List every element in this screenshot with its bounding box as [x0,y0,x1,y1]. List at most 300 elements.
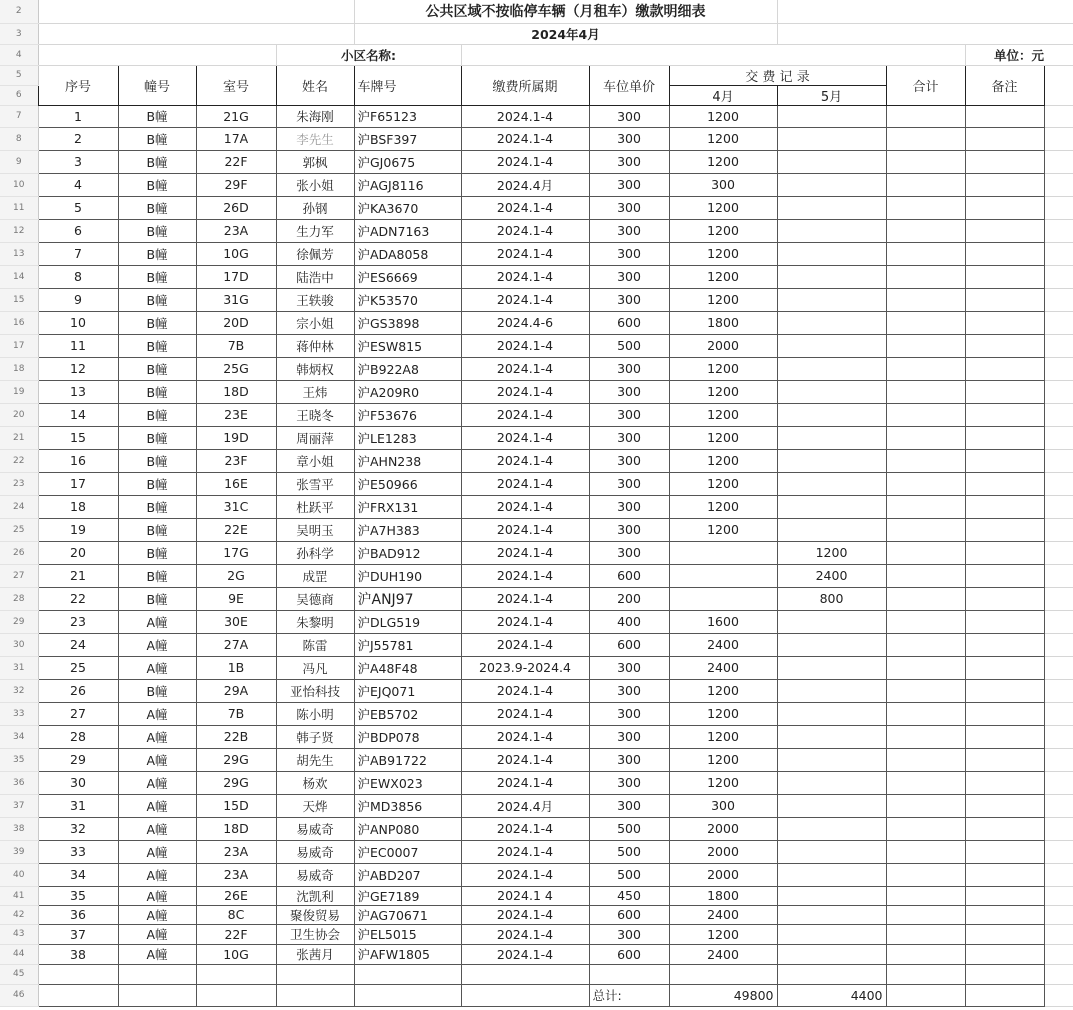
cell-april[interactable] [669,587,777,610]
cell-remark[interactable] [965,840,1044,863]
cell-april[interactable]: 2400 [669,656,777,679]
cell-unit-price[interactable]: 300 [589,380,669,403]
cell-may[interactable] [777,633,886,656]
cell-room[interactable]: 23E [196,403,276,426]
cell-period[interactable]: 2024.1-4 [461,105,589,127]
cell-april[interactable]: 1200 [669,472,777,495]
empty-cell[interactable] [669,964,777,984]
cell-april[interactable] [669,541,777,564]
cell-period[interactable]: 2024.1-4 [461,817,589,840]
cell-may[interactable] [777,334,886,357]
cell-may[interactable] [777,357,886,380]
cell-period[interactable]: 2024.4月 [461,794,589,817]
cell-plate[interactable]: 沪AG70671 [354,905,461,924]
cell-remark[interactable] [965,357,1044,380]
cell-may[interactable] [777,840,886,863]
cell-seq[interactable]: 18 [38,495,118,518]
cell-remark[interactable] [965,587,1044,610]
cell-room[interactable]: 23A [196,863,276,886]
cell-may[interactable]: 800 [777,587,886,610]
cell-remark[interactable] [965,380,1044,403]
cell-total[interactable] [886,863,965,886]
cell-period[interactable]: 2024.4月 [461,173,589,196]
cell-plate[interactable]: 沪EB5702 [354,702,461,725]
cell-may[interactable] [777,173,886,196]
cell-plate[interactable]: 沪ABD207 [354,863,461,886]
empty-cell[interactable] [1044,265,1073,288]
cell-total[interactable] [886,702,965,725]
cell-april[interactable]: 2000 [669,863,777,886]
empty-cell[interactable] [276,984,354,1006]
empty-cell[interactable] [1044,219,1073,242]
cell-april[interactable]: 1200 [669,196,777,219]
empty-cell[interactable] [1044,311,1073,334]
empty-cell[interactable] [1044,840,1073,863]
cell-april[interactable] [669,564,777,587]
cell-plate[interactable]: 沪LE1283 [354,426,461,449]
cell-unit-price[interactable]: 600 [589,311,669,334]
cell-room[interactable]: 25G [196,357,276,380]
empty-cell[interactable] [38,0,354,23]
cell-period[interactable]: 2024.1-4 [461,449,589,472]
empty-cell[interactable] [1044,105,1073,127]
cell-room[interactable]: 7B [196,702,276,725]
cell-period[interactable]: 2024.1-4 [461,150,589,173]
cell-seq[interactable]: 5 [38,196,118,219]
cell-building[interactable]: A幢 [118,633,196,656]
cell-may[interactable] [777,127,886,150]
cell-period[interactable]: 2024.1-4 [461,863,589,886]
cell-room[interactable]: 7B [196,334,276,357]
cell-building[interactable]: B幢 [118,518,196,541]
empty-cell[interactable] [1044,944,1073,964]
empty-cell[interactable] [1044,196,1073,219]
cell-seq[interactable]: 25 [38,656,118,679]
empty-cell[interactable] [1044,564,1073,587]
cell-total[interactable] [886,587,965,610]
cell-may[interactable] [777,495,886,518]
cell-total[interactable] [886,840,965,863]
cell-room[interactable]: 19D [196,426,276,449]
cell-room[interactable]: 2G [196,564,276,587]
cell-unit-price[interactable]: 300 [589,403,669,426]
cell-remark[interactable] [965,610,1044,633]
empty-cell[interactable] [1044,748,1073,771]
empty-cell[interactable] [1044,964,1073,984]
cell-building[interactable]: B幢 [118,150,196,173]
cell-plate[interactable]: 沪AB91722 [354,748,461,771]
empty-cell[interactable] [1044,541,1073,564]
cell-april[interactable]: 1200 [669,924,777,944]
cell-seq[interactable]: 35 [38,886,118,905]
empty-cell[interactable] [38,23,354,44]
cell-name[interactable]: 易威奇 [276,817,354,840]
cell-building[interactable]: A幢 [118,905,196,924]
cell-building[interactable]: B幢 [118,288,196,311]
cell-seq[interactable]: 15 [38,426,118,449]
empty-cell[interactable] [118,964,196,984]
cell-room[interactable]: 21G [196,105,276,127]
cell-remark[interactable] [965,242,1044,265]
cell-may[interactable] [777,403,886,426]
empty-cell[interactable] [196,984,276,1006]
cell-unit-price[interactable]: 300 [589,771,669,794]
cell-may[interactable] [777,944,886,964]
cell-name[interactable]: 孙科学 [276,541,354,564]
cell-remark[interactable] [965,403,1044,426]
cell-total[interactable] [886,196,965,219]
cell-name[interactable]: 张雪平 [276,472,354,495]
cell-may[interactable] [777,610,886,633]
cell-unit-price[interactable]: 300 [589,748,669,771]
cell-april[interactable]: 1200 [669,495,777,518]
cell-name[interactable]: 郭枫 [276,150,354,173]
cell-period[interactable]: 2024.1-4 [461,426,589,449]
cell-period[interactable]: 2024.1-4 [461,924,589,944]
cell-total[interactable] [886,748,965,771]
cell-unit-price[interactable]: 300 [589,357,669,380]
cell-may[interactable] [777,311,886,334]
cell-name[interactable]: 朱海刚 [276,105,354,127]
cell-may[interactable] [777,886,886,905]
cell-room[interactable]: 15D [196,794,276,817]
cell-period[interactable]: 2024.1-4 [461,564,589,587]
cell-period[interactable]: 2024.1-4 [461,265,589,288]
cell-remark[interactable] [965,334,1044,357]
cell-plate[interactable]: 沪ANP080 [354,817,461,840]
cell-plate[interactable]: 沪F53676 [354,403,461,426]
cell-building[interactable]: B幢 [118,105,196,127]
cell-period[interactable]: 2024.1-4 [461,679,589,702]
cell-seq[interactable]: 19 [38,518,118,541]
cell-building[interactable]: B幢 [118,426,196,449]
cell-building[interactable]: B幢 [118,242,196,265]
cell-name[interactable]: 易威奇 [276,840,354,863]
cell-plate[interactable]: 沪ES6669 [354,265,461,288]
cell-total[interactable] [886,150,965,173]
cell-name[interactable]: 生力军 [276,219,354,242]
cell-plate[interactable]: 沪BDP078 [354,725,461,748]
cell-remark[interactable] [965,944,1044,964]
cell-room[interactable]: 22F [196,150,276,173]
cell-april[interactable]: 1200 [669,380,777,403]
empty-cell[interactable] [118,984,196,1006]
cell-april[interactable]: 1200 [669,403,777,426]
cell-april[interactable]: 2000 [669,334,777,357]
cell-seq[interactable]: 9 [38,288,118,311]
cell-remark[interactable] [965,656,1044,679]
cell-building[interactable]: A幢 [118,702,196,725]
cell-period[interactable]: 2024.1-4 [461,633,589,656]
cell-name[interactable]: 韩子贤 [276,725,354,748]
cell-unit-price[interactable]: 500 [589,334,669,357]
cell-total[interactable] [886,242,965,265]
cell-name[interactable]: 吴德商 [276,587,354,610]
cell-building[interactable]: B幢 [118,196,196,219]
cell-plate[interactable]: 沪ADA8058 [354,242,461,265]
cell-may[interactable] [777,702,886,725]
cell-name[interactable]: 王晓冬 [276,403,354,426]
cell-total[interactable] [886,288,965,311]
cell-name[interactable]: 卫生协会 [276,924,354,944]
cell-room[interactable]: 18D [196,817,276,840]
empty-cell[interactable] [1044,817,1073,840]
cell-period[interactable]: 2024.1-4 [461,242,589,265]
cell-plate[interactable]: 沪BAD912 [354,541,461,564]
cell-seq[interactable]: 1 [38,105,118,127]
cell-building[interactable]: A幢 [118,771,196,794]
empty-cell[interactable] [1044,288,1073,311]
cell-total[interactable] [886,656,965,679]
empty-cell[interactable] [1044,380,1073,403]
cell-room[interactable]: 22F [196,924,276,944]
cell-unit-price[interactable]: 600 [589,944,669,964]
empty-cell[interactable] [589,964,669,984]
cell-remark[interactable] [965,817,1044,840]
cell-name[interactable]: 李先生 [276,127,354,150]
cell-period[interactable]: 2024.1-4 [461,610,589,633]
cell-april[interactable]: 1800 [669,311,777,334]
empty-cell[interactable] [1044,449,1073,472]
cell-period[interactable]: 2024.1-4 [461,288,589,311]
cell-building[interactable]: B幢 [118,334,196,357]
cell-building[interactable]: B幢 [118,173,196,196]
cell-period[interactable]: 2024.1-4 [461,840,589,863]
cell-april[interactable]: 300 [669,794,777,817]
cell-remark[interactable] [965,771,1044,794]
cell-remark[interactable] [965,472,1044,495]
cell-remark[interactable] [965,150,1044,173]
empty-cell[interactable] [1044,725,1073,748]
cell-remark[interactable] [965,924,1044,944]
cell-seq[interactable]: 36 [38,905,118,924]
cell-building[interactable]: A幢 [118,794,196,817]
empty-cell[interactable] [1044,905,1073,924]
cell-total[interactable] [886,357,965,380]
cell-april[interactable]: 1200 [669,242,777,265]
cell-seq[interactable]: 24 [38,633,118,656]
cell-building[interactable]: A幢 [118,840,196,863]
cell-may[interactable]: 1200 [777,541,886,564]
cell-seq[interactable]: 11 [38,334,118,357]
cell-unit-price[interactable]: 300 [589,541,669,564]
cell-name[interactable]: 朱黎明 [276,610,354,633]
cell-may[interactable] [777,196,886,219]
cell-seq[interactable]: 27 [38,702,118,725]
cell-unit-price[interactable]: 500 [589,840,669,863]
cell-building[interactable]: B幢 [118,679,196,702]
cell-plate[interactable]: 沪FRX131 [354,495,461,518]
cell-room[interactable]: 1B [196,656,276,679]
cell-seq[interactable]: 3 [38,150,118,173]
cell-total[interactable] [886,265,965,288]
cell-building[interactable]: A幢 [118,944,196,964]
cell-unit-price[interactable]: 300 [589,794,669,817]
cell-may[interactable] [777,679,886,702]
cell-name[interactable]: 陈雷 [276,633,354,656]
cell-unit-price[interactable]: 600 [589,905,669,924]
cell-period[interactable]: 2024.1-4 [461,725,589,748]
empty-cell[interactable] [777,0,1073,23]
cell-name[interactable]: 宗小姐 [276,311,354,334]
cell-name[interactable]: 亚怡科技 [276,679,354,702]
empty-cell[interactable] [886,964,965,984]
cell-total[interactable] [886,472,965,495]
cell-seq[interactable]: 34 [38,863,118,886]
cell-plate[interactable]: 沪J55781 [354,633,461,656]
cell-unit-price[interactable]: 500 [589,863,669,886]
cell-unit-price[interactable]: 300 [589,924,669,944]
cell-april[interactable]: 2400 [669,905,777,924]
empty-cell[interactable] [461,964,589,984]
cell-seq[interactable]: 31 [38,794,118,817]
cell-unit-price[interactable]: 300 [589,173,669,196]
cell-total[interactable] [886,610,965,633]
cell-seq[interactable]: 30 [38,771,118,794]
cell-april[interactable]: 2400 [669,944,777,964]
cell-plate[interactable]: 沪GJ0675 [354,150,461,173]
empty-cell[interactable] [1044,426,1073,449]
empty-cell[interactable] [461,44,965,65]
cell-plate[interactable]: 沪A209R0 [354,380,461,403]
cell-unit-price[interactable]: 300 [589,656,669,679]
cell-plate[interactable]: 沪AFW1805 [354,944,461,964]
cell-plate[interactable]: 沪GE7189 [354,886,461,905]
cell-plate[interactable]: 沪EL5015 [354,924,461,944]
cell-remark[interactable] [965,794,1044,817]
empty-cell[interactable] [1044,495,1073,518]
cell-total[interactable] [886,403,965,426]
cell-remark[interactable] [965,495,1044,518]
cell-unit-price[interactable]: 450 [589,886,669,905]
cell-room[interactable]: 29F [196,173,276,196]
cell-may[interactable] [777,771,886,794]
cell-april[interactable]: 1200 [669,518,777,541]
cell-remark[interactable] [965,518,1044,541]
cell-seq[interactable]: 13 [38,380,118,403]
cell-seq[interactable]: 4 [38,173,118,196]
cell-seq[interactable]: 14 [38,403,118,426]
cell-building[interactable]: B幢 [118,219,196,242]
cell-name[interactable]: 徐佩芳 [276,242,354,265]
cell-total[interactable] [886,449,965,472]
cell-may[interactable] [777,924,886,944]
cell-total[interactable] [886,564,965,587]
empty-cell[interactable] [38,964,118,984]
cell-seq[interactable]: 37 [38,924,118,944]
cell-april[interactable]: 1200 [669,679,777,702]
empty-cell[interactable] [1044,886,1073,905]
cell-period[interactable]: 2024.1-4 [461,541,589,564]
cell-may[interactable] [777,656,886,679]
cell-total[interactable] [886,905,965,924]
cell-may[interactable] [777,449,886,472]
cell-remark[interactable] [965,449,1044,472]
cell-total[interactable] [886,794,965,817]
cell-may[interactable] [777,105,886,127]
cell-building[interactable]: A幢 [118,656,196,679]
cell-may[interactable] [777,863,886,886]
cell-period[interactable]: 2024.1 4 [461,886,589,905]
cell-period[interactable]: 2024.1-4 [461,905,589,924]
cell-room[interactable]: 26E [196,886,276,905]
cell-period[interactable]: 2024.1-4 [461,702,589,725]
cell-unit-price[interactable]: 400 [589,610,669,633]
empty-cell[interactable] [38,44,276,65]
empty-cell[interactable] [1044,472,1073,495]
cell-room[interactable]: 16E [196,472,276,495]
cell-name[interactable]: 章小姐 [276,449,354,472]
cell-building[interactable]: A幢 [118,817,196,840]
empty-cell[interactable] [1044,771,1073,794]
cell-plate[interactable]: 沪F65123 [354,105,461,127]
cell-name[interactable]: 陈小明 [276,702,354,725]
cell-may[interactable] [777,380,886,403]
cell-period[interactable]: 2024.1-4 [461,748,589,771]
cell-plate[interactable]: 沪MD3856 [354,794,461,817]
cell-april[interactable]: 1600 [669,610,777,633]
cell-seq[interactable]: 2 [38,127,118,150]
empty-cell[interactable] [1044,924,1073,944]
cell-april[interactable]: 1200 [669,127,777,150]
cell-remark[interactable] [965,702,1044,725]
cell-seq[interactable]: 17 [38,472,118,495]
cell-april[interactable]: 2000 [669,840,777,863]
cell-room[interactable]: 17G [196,541,276,564]
cell-unit-price[interactable]: 300 [589,426,669,449]
empty-cell[interactable] [965,984,1044,1006]
cell-period[interactable]: 2024.1-4 [461,771,589,794]
cell-room[interactable]: 27A [196,633,276,656]
empty-cell[interactable] [1044,610,1073,633]
cell-building[interactable]: A幢 [118,886,196,905]
cell-remark[interactable] [965,679,1044,702]
cell-room[interactable]: 22B [196,725,276,748]
cell-seq[interactable]: 6 [38,219,118,242]
cell-remark[interactable] [965,105,1044,127]
cell-plate[interactable]: 沪ANJ97 [354,587,461,610]
empty-cell[interactable] [1044,984,1073,1006]
cell-seq[interactable]: 12 [38,357,118,380]
cell-period[interactable]: 2024.1-4 [461,495,589,518]
cell-period[interactable]: 2024.1-4 [461,518,589,541]
cell-name[interactable]: 王轶骏 [276,288,354,311]
cell-room[interactable]: 29G [196,771,276,794]
cell-remark[interactable] [965,863,1044,886]
cell-seq[interactable]: 33 [38,840,118,863]
cell-name[interactable]: 易威奇 [276,863,354,886]
cell-unit-price[interactable]: 300 [589,472,669,495]
cell-building[interactable]: A幢 [118,863,196,886]
cell-total[interactable] [886,219,965,242]
cell-name[interactable]: 吴明玉 [276,518,354,541]
cell-april[interactable]: 1200 [669,702,777,725]
cell-may[interactable] [777,725,886,748]
cell-april[interactable]: 2000 [669,817,777,840]
cell-period[interactable]: 2024.4-6 [461,311,589,334]
cell-period[interactable]: 2024.1-4 [461,127,589,150]
cell-april[interactable]: 1200 [669,219,777,242]
cell-unit-price[interactable]: 300 [589,265,669,288]
empty-cell[interactable] [354,964,461,984]
cell-period[interactable]: 2024.1-4 [461,357,589,380]
cell-period[interactable]: 2023.9-2024.4 [461,656,589,679]
cell-seq[interactable]: 8 [38,265,118,288]
cell-may[interactable] [777,265,886,288]
cell-seq[interactable]: 38 [38,944,118,964]
empty-cell[interactable] [1044,242,1073,265]
cell-remark[interactable] [965,905,1044,924]
